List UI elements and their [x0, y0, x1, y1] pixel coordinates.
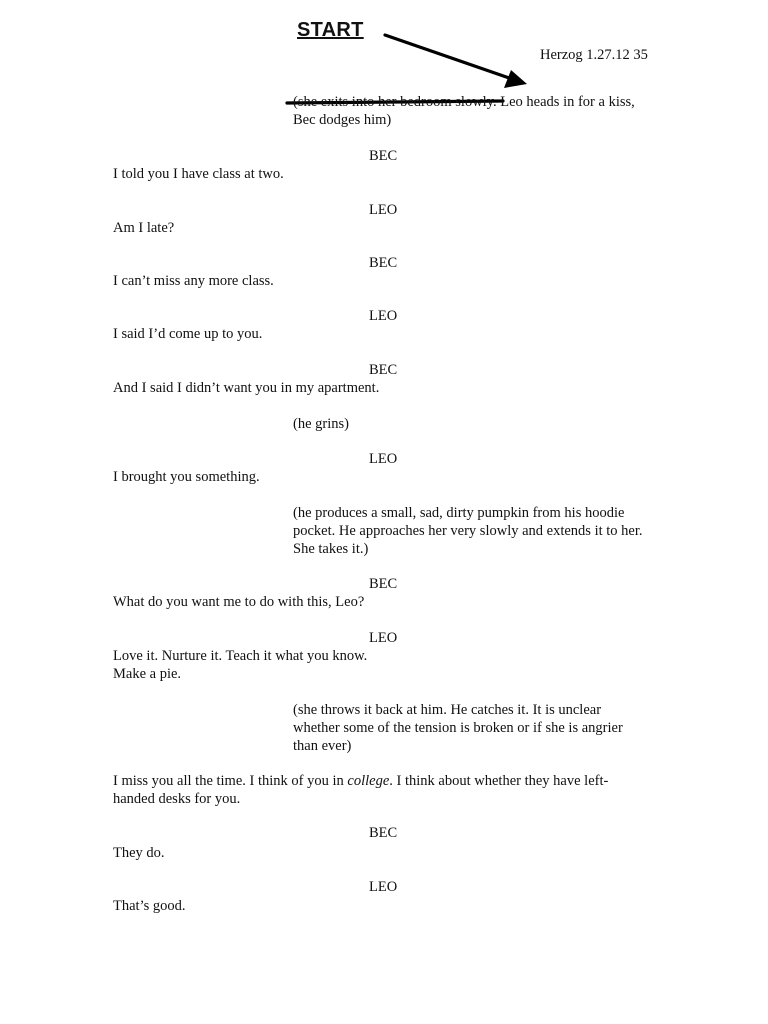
dialogue-line: Am I late?	[113, 220, 175, 236]
parenthetical-pumpkin: (he produces a small, sad, dirty pumpkin from his hoodie pocket. He approaches her very slowly and extends it to her. She takes it.)	[293, 505, 643, 557]
parenthetical-line2: Bec dodges him)	[293, 112, 392, 128]
parenthetical-throws: (she throws it back at him. He catches it. It is unclear whether some of the tension is broken or if she is angrier than ever)	[293, 702, 623, 754]
parenthetical-opening	[293, 93, 653, 129]
dialogue-line: I brought you something.	[113, 469, 260, 485]
dialogue-line: I told you I have class at two.	[113, 166, 284, 182]
dialogue-line: Love it. Nurture it. Teach it what you know.	[113, 648, 368, 664]
character-name: BEC	[369, 148, 398, 164]
start-label: START	[297, 19, 364, 41]
dialogue-miss-you	[113, 772, 645, 808]
character-name: BEC	[369, 825, 398, 841]
dialogue-line: And I said I didn’t want you in my apartment.	[113, 380, 380, 396]
character-name: LEO	[369, 202, 398, 218]
parenthetical-grins: (he grins)	[293, 416, 349, 432]
dialogue-line: Make a pie.	[113, 666, 182, 682]
dialogue-line: What do you want me to do with this, Leo?	[113, 594, 365, 610]
parenthetical-rest: Leo heads in for a kiss,	[496, 94, 635, 110]
page-header: Herzog 1.27.12 35	[540, 47, 648, 63]
character-name: BEC	[369, 576, 398, 592]
dialogue-line: That’s good.	[113, 898, 186, 914]
dialogue-italic: college	[347, 773, 390, 789]
character-name: BEC	[369, 362, 398, 378]
struck-text: (she exits into her bedroom slowly.	[293, 94, 497, 110]
character-name: LEO	[369, 630, 398, 646]
arrow-icon	[385, 35, 527, 88]
character-name: LEO	[369, 308, 398, 324]
dialogue-line: They do.	[113, 845, 165, 861]
character-name: BEC	[369, 255, 398, 271]
character-name: LEO	[369, 451, 398, 467]
dialogue-part: . I think about whether they have left-handed desks for you.	[113, 773, 609, 807]
dialogue-line: I said I’d come up to you.	[113, 326, 263, 342]
dialogue-line: I can’t miss any more class.	[113, 273, 274, 289]
dialogue-part: I miss you all the time. I think of you in	[113, 773, 348, 789]
character-name: LEO	[369, 879, 398, 895]
